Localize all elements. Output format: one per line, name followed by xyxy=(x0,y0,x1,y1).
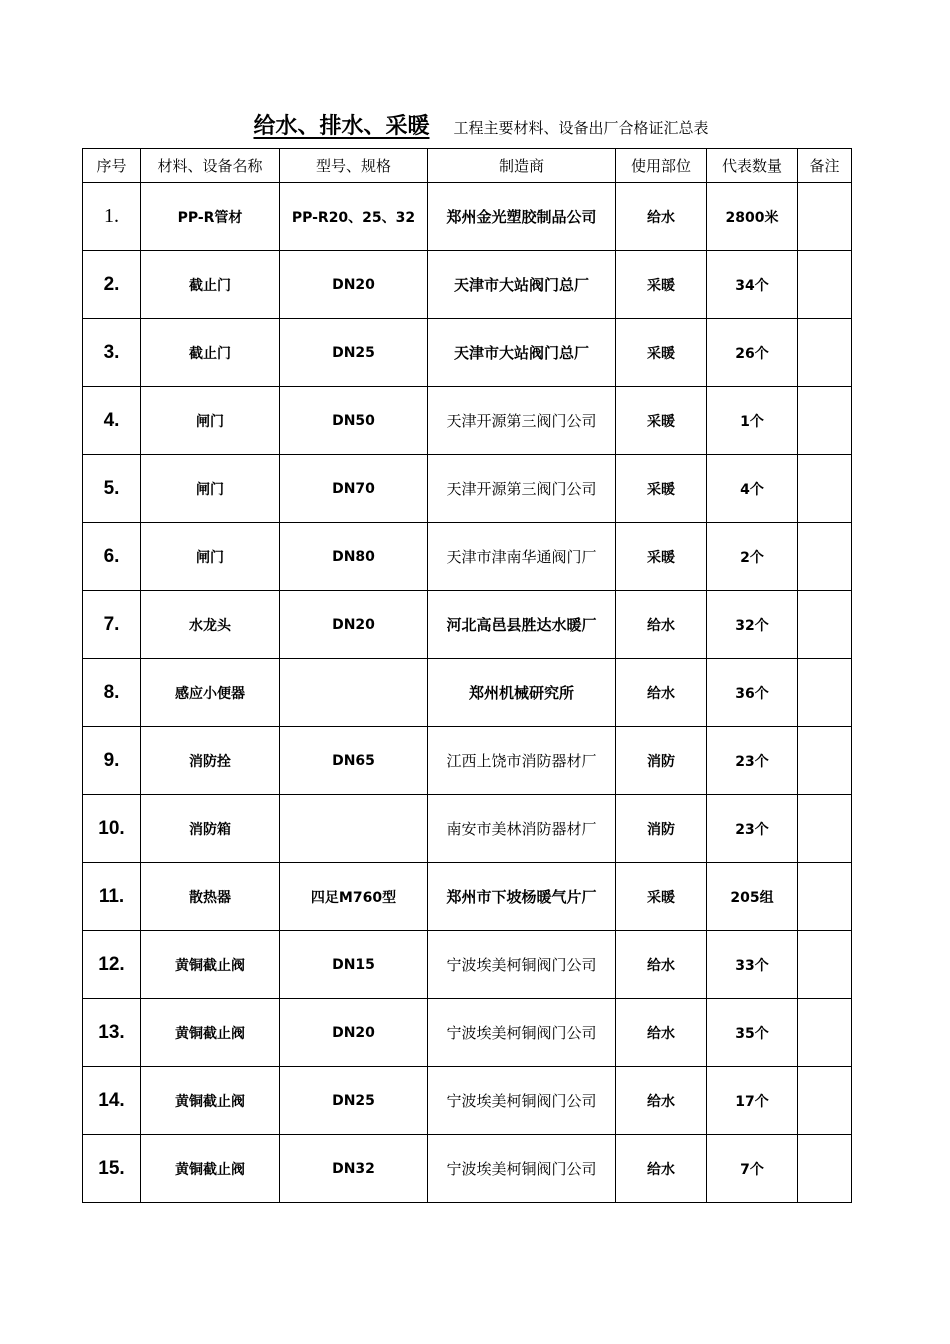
cell-usage: 消防 xyxy=(616,727,707,795)
cell-usage: 采暖 xyxy=(616,455,707,523)
cell-model xyxy=(280,659,428,727)
cell-quantity: 36个 xyxy=(707,659,798,727)
table-header-row xyxy=(83,149,852,183)
cell-no: 15. xyxy=(83,1135,141,1203)
cell-manufacturer: 江西上饶市消防器材厂 xyxy=(428,727,616,795)
cell-manufacturer: 天津开源第三阀门公司 xyxy=(428,455,616,523)
cell-model: DN15 xyxy=(280,931,428,999)
cell-no: 2. xyxy=(83,251,141,319)
cell-name: 闸门 xyxy=(141,387,280,455)
cell-name: 黄铜截止阀 xyxy=(141,931,280,999)
header-name: 材料、设备名称 xyxy=(141,149,280,183)
cell-manufacturer: 南安市美林消防器材厂 xyxy=(428,795,616,863)
cell-notes xyxy=(798,251,852,319)
table-row xyxy=(83,591,852,659)
cell-manufacturer: 宁波埃美柯铜阀门公司 xyxy=(428,999,616,1067)
cell-no: 6. xyxy=(83,523,141,591)
table-row xyxy=(83,455,852,523)
cell-quantity: 2个 xyxy=(707,523,798,591)
cell-model: DN80 xyxy=(280,523,428,591)
cell-manufacturer: 河北高邑县胜达水暖厂 xyxy=(428,591,616,659)
cell-usage: 采暖 xyxy=(616,387,707,455)
cell-quantity: 4个 xyxy=(707,455,798,523)
cell-name: 散热器 xyxy=(141,863,280,931)
cell-notes xyxy=(798,931,852,999)
cell-name: 感应小便器 xyxy=(141,659,280,727)
cell-quantity: 2800米 xyxy=(707,183,798,251)
cell-name: 闸门 xyxy=(141,455,280,523)
cell-quantity: 32个 xyxy=(707,591,798,659)
table-row xyxy=(83,319,852,387)
table-row xyxy=(83,183,852,251)
cell-no: 10. xyxy=(83,795,141,863)
cell-model: DN20 xyxy=(280,999,428,1067)
cell-usage: 给水 xyxy=(616,1067,707,1135)
cell-notes xyxy=(798,659,852,727)
cell-model: DN70 xyxy=(280,455,428,523)
cell-usage: 采暖 xyxy=(616,251,707,319)
cell-quantity: 17个 xyxy=(707,1067,798,1135)
cell-manufacturer: 天津市大站阀门总厂 xyxy=(428,319,616,387)
cell-notes xyxy=(798,1135,852,1203)
cell-name: 黄铜截止阀 xyxy=(141,999,280,1067)
table-row xyxy=(83,931,852,999)
cell-no: 7. xyxy=(83,591,141,659)
cell-name: 闸门 xyxy=(141,523,280,591)
table-row xyxy=(83,523,852,591)
cell-no: 9. xyxy=(83,727,141,795)
cell-model: DN50 xyxy=(280,387,428,455)
table-body xyxy=(83,183,852,1203)
table-row xyxy=(83,1067,852,1135)
cell-model: DN20 xyxy=(280,251,428,319)
cell-manufacturer: 天津市津南华通阀门厂 xyxy=(428,523,616,591)
table-row xyxy=(83,863,852,931)
cell-no: 1. xyxy=(83,183,141,251)
certificate-summary-table xyxy=(82,148,852,1203)
table-row xyxy=(83,795,852,863)
header-model: 型号、规格 xyxy=(280,149,428,183)
cell-manufacturer: 天津市大站阀门总厂 xyxy=(428,251,616,319)
cell-usage: 给水 xyxy=(616,183,707,251)
cell-name: 消防箱 xyxy=(141,795,280,863)
header-no: 序号 xyxy=(83,149,141,183)
cell-quantity: 33个 xyxy=(707,931,798,999)
table-row xyxy=(83,387,852,455)
cell-quantity: 23个 xyxy=(707,795,798,863)
table-row xyxy=(83,659,852,727)
cell-name: 消防拴 xyxy=(141,727,280,795)
cell-name: 水龙头 xyxy=(141,591,280,659)
cell-manufacturer: 郑州机械研究所 xyxy=(428,659,616,727)
cell-usage: 给水 xyxy=(616,999,707,1067)
cell-manufacturer: 宁波埃美柯铜阀门公司 xyxy=(428,1135,616,1203)
cell-quantity: 26个 xyxy=(707,319,798,387)
cell-usage: 给水 xyxy=(616,591,707,659)
cell-quantity: 7个 xyxy=(707,1135,798,1203)
cell-notes xyxy=(798,387,852,455)
cell-notes xyxy=(798,455,852,523)
cell-notes xyxy=(798,1067,852,1135)
cell-no: 11. xyxy=(83,863,141,931)
cell-manufacturer: 郑州金光塑胶制品公司 xyxy=(428,183,616,251)
header-quantity: 代表数量 xyxy=(707,149,798,183)
cell-model: DN25 xyxy=(280,319,428,387)
cell-notes xyxy=(798,319,852,387)
table-row xyxy=(83,727,852,795)
cell-quantity: 34个 xyxy=(707,251,798,319)
cell-notes xyxy=(798,183,852,251)
header-notes: 备注 xyxy=(798,149,852,183)
cell-usage: 采暖 xyxy=(616,319,707,387)
cell-usage: 消防 xyxy=(616,795,707,863)
cell-usage: 采暖 xyxy=(616,523,707,591)
cell-usage: 采暖 xyxy=(616,863,707,931)
cell-model: DN25 xyxy=(280,1067,428,1135)
cell-no: 5. xyxy=(83,455,141,523)
cell-no: 4. xyxy=(83,387,141,455)
cell-notes xyxy=(798,863,852,931)
cell-model: 四足M760型 xyxy=(280,863,428,931)
title-main: 给水、排水、采暖 xyxy=(253,114,430,139)
cell-notes xyxy=(798,727,852,795)
cell-manufacturer: 宁波埃美柯铜阀门公司 xyxy=(428,1067,616,1135)
cell-manufacturer: 郑州市下坡杨暖气片厂 xyxy=(428,863,616,931)
cell-usage: 给水 xyxy=(616,1135,707,1203)
cell-name: 黄铜截止阀 xyxy=(141,1135,280,1203)
cell-model: DN32 xyxy=(280,1135,428,1203)
cell-usage: 给水 xyxy=(616,931,707,999)
cell-name: 黄铜截止阀 xyxy=(141,1067,280,1135)
header-usage: 使用部位 xyxy=(616,149,707,183)
cell-model: DN65 xyxy=(280,727,428,795)
table-row xyxy=(83,251,852,319)
title-subtitle: 工程主要材料、设备出厂合格证汇总表 xyxy=(453,119,709,137)
cell-model: DN20 xyxy=(280,591,428,659)
cell-model: PP-R20、25、32 xyxy=(280,183,428,251)
table-row xyxy=(83,1135,852,1203)
cell-quantity: 1个 xyxy=(707,387,798,455)
cell-no: 12. xyxy=(83,931,141,999)
cell-notes xyxy=(798,591,852,659)
cell-usage: 给水 xyxy=(616,659,707,727)
cell-notes xyxy=(798,523,852,591)
cell-no: 14. xyxy=(83,1067,141,1135)
header-manufacturer: 制造商 xyxy=(428,149,616,183)
cell-no: 3. xyxy=(83,319,141,387)
cell-name: PP-R管材 xyxy=(141,183,280,251)
cell-model xyxy=(280,795,428,863)
cell-quantity: 35个 xyxy=(707,999,798,1067)
table-row xyxy=(83,999,852,1067)
page-title xyxy=(0,112,950,143)
cell-manufacturer: 天津开源第三阀门公司 xyxy=(428,387,616,455)
cell-notes xyxy=(798,999,852,1067)
cell-quantity: 23个 xyxy=(707,727,798,795)
cell-name: 截止门 xyxy=(141,251,280,319)
cell-notes xyxy=(798,795,852,863)
cell-no: 13. xyxy=(83,999,141,1067)
cell-name: 截止门 xyxy=(141,319,280,387)
cell-quantity: 205组 xyxy=(707,863,798,931)
cell-manufacturer: 宁波埃美柯铜阀门公司 xyxy=(428,931,616,999)
cell-no: 8. xyxy=(83,659,141,727)
